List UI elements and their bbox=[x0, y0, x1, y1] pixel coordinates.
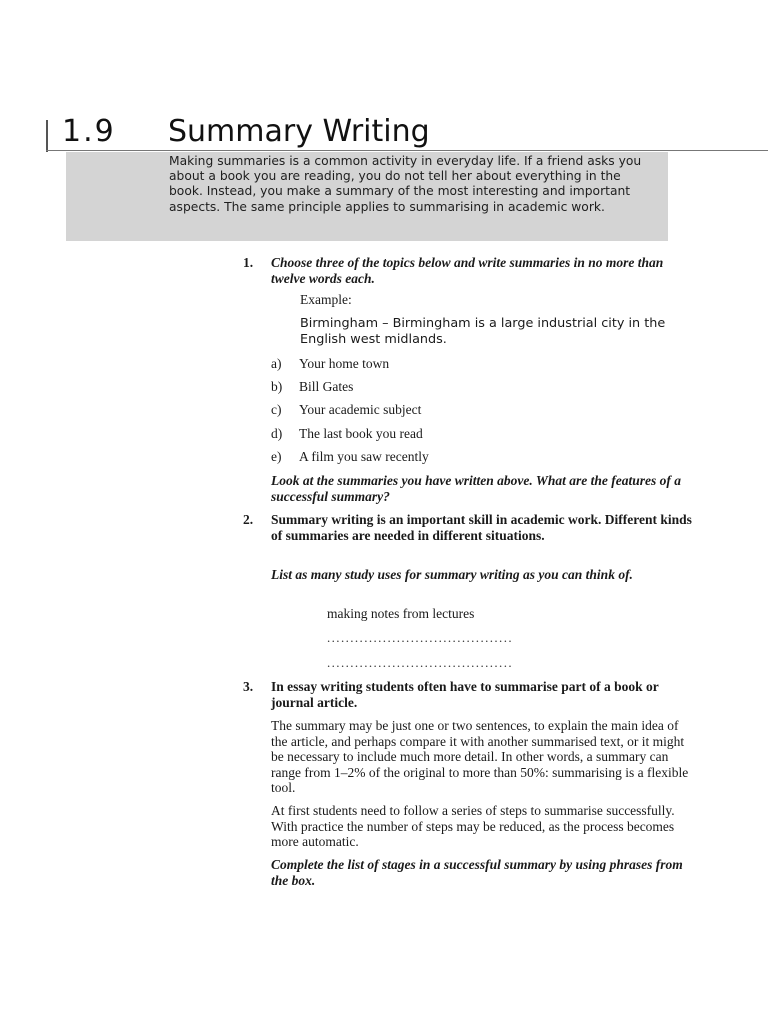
answer-blank: ........................................ bbox=[327, 655, 513, 670]
list-item-letter: c) bbox=[271, 402, 282, 417]
task-number: 1. bbox=[243, 255, 254, 270]
header-rule bbox=[46, 150, 768, 151]
section-title: Summary Writing bbox=[168, 114, 430, 149]
section-number: 1.9 bbox=[62, 114, 116, 149]
list-item-letter: d) bbox=[271, 426, 283, 441]
task-number: 2. bbox=[243, 512, 254, 527]
task-instruction: Complete the list of stages in a successful summary by using phrases from the box. bbox=[271, 857, 683, 888]
list-item-text: Your academic subject bbox=[299, 402, 422, 417]
task-followup: Look at the summaries you have written above. What are the features of a successful summary? bbox=[271, 473, 682, 504]
intro-text: Making summaries is a common activity in everyday life. If a friend asks you about a book you are reading, you do not tell her about everything in the book. Instead, you make a summary of the most interesting and important aspects. The same principle applies to summarising in academic work. bbox=[169, 154, 642, 214]
list-item-text: Bill Gates bbox=[299, 379, 354, 394]
list-item-text: The last book you read bbox=[299, 426, 423, 441]
example-use: making notes from lectures bbox=[327, 606, 475, 621]
list-item-letter: e) bbox=[271, 449, 282, 464]
list-item-text: Your home town bbox=[299, 356, 390, 371]
list-item-letter: a) bbox=[271, 356, 282, 371]
intro-box bbox=[66, 152, 668, 241]
task-instruction: Choose three of the topics below and write summaries in no more than twelve words each. bbox=[271, 255, 664, 286]
header-rule-left bbox=[46, 120, 48, 152]
task-paragraph: At first students need to follow a series of steps to summarise successfully. With practice the number of steps may be reduced, as the process becomes more automatic. bbox=[271, 803, 675, 849]
list-item-letter: b) bbox=[271, 379, 283, 394]
task-instruction: List as many study uses for summary writing as you can think of. bbox=[271, 567, 633, 582]
example-text: Birmingham – Birmingham is a large industrial city in the English west midlands. bbox=[300, 316, 666, 347]
task-number: 3. bbox=[243, 679, 254, 694]
task-statement: In essay writing students often have to summarise part of a book or journal article. bbox=[271, 679, 659, 710]
answer-blank: ........................................ bbox=[327, 630, 513, 645]
task-paragraph: The summary may be just one or two sentences, to explain the main idea of the article, and perhaps compare it with another summarised text, or it might be necessary to include much more detail. In other words, a summary can range from 1–2% of the original to more than 50%: summarising is a flexible tool. bbox=[271, 718, 689, 795]
task-statement: Summary writing is an important skill in academic work. Different kinds of summaries are needed in different situations. bbox=[271, 512, 692, 543]
example-label: Example: bbox=[300, 292, 352, 307]
list-item-text: A film you saw recently bbox=[299, 449, 429, 464]
